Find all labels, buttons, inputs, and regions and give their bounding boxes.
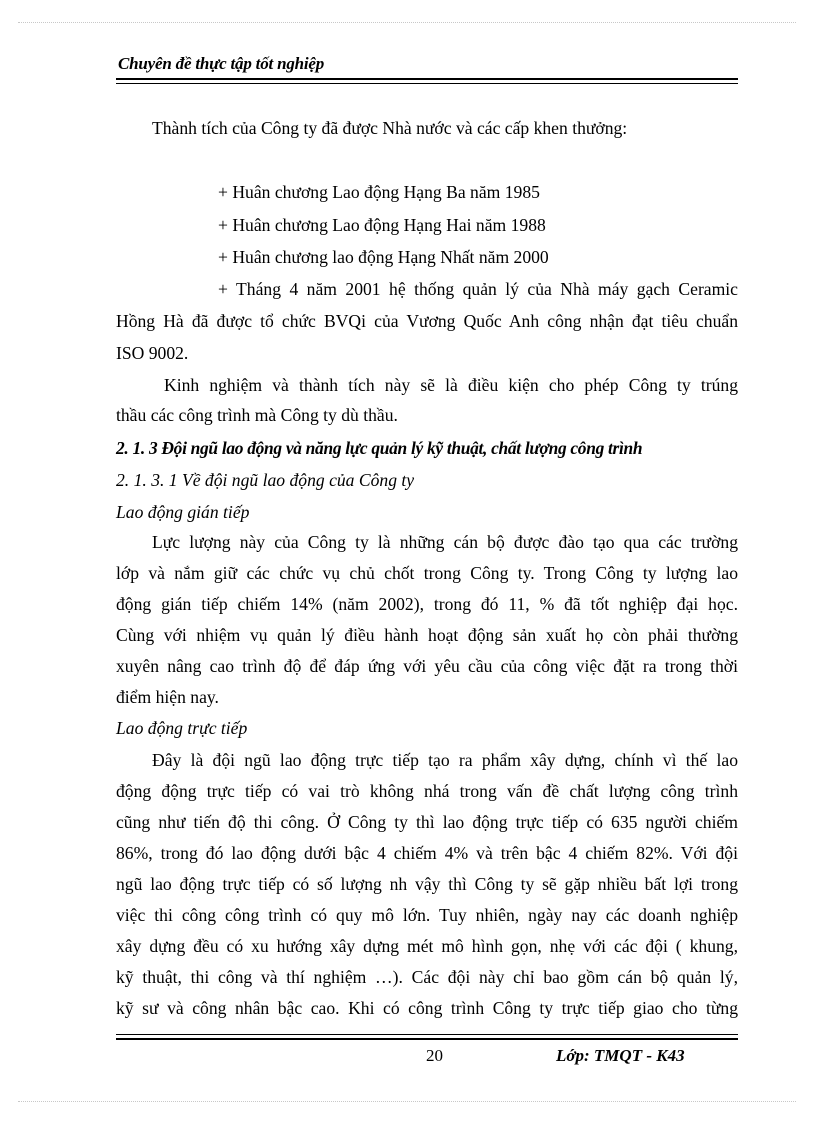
indirect-text-line: Cùng với nhiệm vụ quản lý điều hành hoạt động sản xuất họ còn phải thường: [116, 625, 738, 645]
footer-rule-thick: [116, 1038, 738, 1040]
iso-text-line: ISO 9002.: [116, 343, 189, 363]
indirect-text-line: xuyên nâng cao trình độ để đáp ứng với yêu cầu của công việc đặt ra trong thời: [116, 656, 738, 676]
indirect-text-line: lớp và nắm giữ các chức vụ chủ chốt trong Công ty. Trong Công ty lượng lao: [116, 563, 738, 583]
header-rule-thin: [116, 83, 738, 84]
direct-text-line: ngũ lao động trực tiếp có số lượng nh vậy thì Công ty sẽ gặp nhiều bất lợi trong: [116, 874, 738, 894]
class-label: Lớp: TMQT - K43: [556, 1046, 685, 1065]
footer-rule-thin: [116, 1034, 738, 1035]
direct-text-line: cũng như tiến độ thi công. Ở Công ty thì lao động trực tiếp có 635 người chiếm: [116, 812, 738, 832]
intro-text: Thành tích của Công ty đã được Nhà nước và các cấp khen thưởng:: [152, 118, 628, 138]
page-number: 20: [426, 1046, 443, 1065]
section-heading: 2. 1. 3 Đội ngũ lao động và năng lực quản lý kỹ thuật, chất lượng công trình: [116, 438, 643, 458]
direct-text-line: động động trực tiếp có vai trò không nhá trong vấn đề chất lượng công trình: [116, 781, 738, 801]
direct-text-line: Đây là đội ngũ lao động trực tiếp tạo ra phẩm xây dựng, chính vì thế lao: [152, 750, 738, 770]
indirect-text-line: động gián tiếp chiếm 14% (năm 2002), trong đó 11, % đã tốt nghiệp đại học.: [116, 594, 738, 614]
experience-text-line: Kinh nghiệm và thành tích này sẽ là điều kiện cho phép Công ty trúng: [164, 375, 738, 395]
experience-text-line: thầu các công trình mà Công ty dù thầu.: [116, 405, 398, 425]
indirect-text-line: Lực lượng này của Công ty là những cán bộ được đào tạo qua các trường: [152, 532, 738, 552]
subsection-heading: 2. 1. 3. 1 Về đội ngũ lao động của Công ty: [116, 470, 415, 490]
indirect-labor-label: Lao động gián tiếp: [116, 502, 250, 522]
direct-labor-label: Lao động trực tiếp: [116, 718, 248, 738]
direct-text-line: xây dựng đều có xu hướng xây dựng mét mô hình gọn, nhẹ với các đội ( khung,: [116, 936, 738, 956]
direct-text-line: việc thi công công trình có quy mô lớn. Tuy nhiên, ngày nay các doanh nghiệp: [116, 905, 738, 925]
iso-text-line: + Tháng 4 năm 2001 hệ thống quản lý của Nhà máy gạch Ceramic: [218, 279, 738, 299]
iso-text-line: Hồng Hà đã được tổ chức BVQi của Vương Quốc Anh công nhận đạt tiêu chuẩn: [116, 311, 738, 331]
award-item: + Huân chương lao động Hạng Nhất năm 2000: [218, 247, 549, 267]
header-rule-thick: [116, 78, 738, 80]
direct-text-line: kỹ sư và công nhân bậc cao. Khi có công trình Công ty trực tiếp giao cho từng: [116, 998, 738, 1018]
direct-text-line: 86%, trong đó lao động dưới bậc 4 chiếm 4% và trên bậc 4 chiếm 82%. Với đội: [116, 843, 738, 863]
header-title: Chuyên đề thực tập tốt nghiệp: [118, 54, 325, 73]
indirect-text-line: điểm hiện nay.: [116, 687, 219, 707]
award-item: + Huân chương Lao động Hạng Hai năm 1988: [218, 215, 546, 235]
direct-text-line: kỹ thuật, thi công và thí nghiệm …). Các đội này chỉ bao gồm cán bộ quản lý,: [116, 967, 738, 987]
award-item: + Huân chương Lao động Hạng Ba năm 1985: [218, 182, 540, 202]
